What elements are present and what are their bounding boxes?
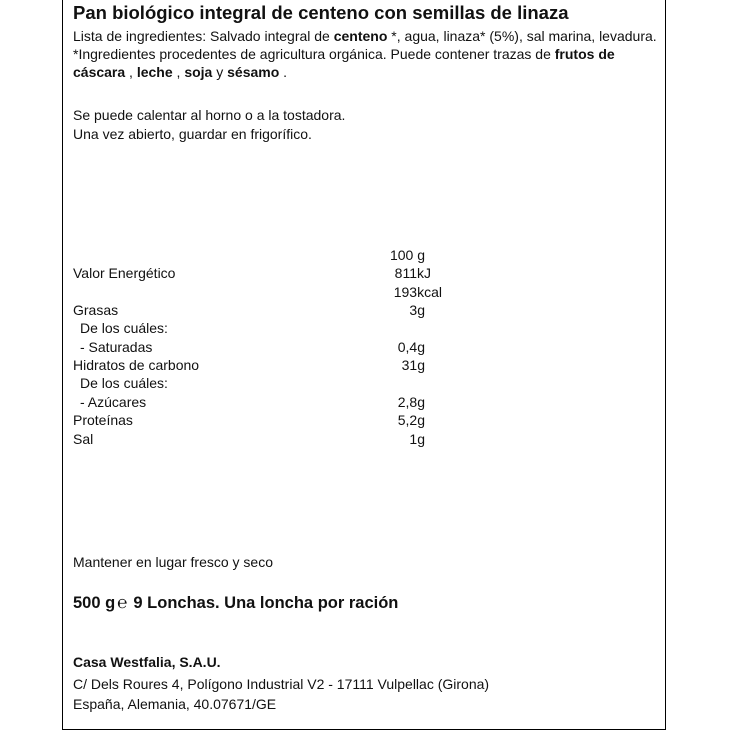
nutrition-row-label: Grasas [73, 302, 119, 318]
product-title: Pan biológico integral de centeno con semillas de linaza [73, 2, 569, 23]
nutrition-row-value: 3g [409, 302, 425, 318]
allergen-leche: leche [136, 64, 173, 80]
nutrition-row-label: - Azúcares [80, 394, 147, 410]
allergen-soja: soja [184, 64, 213, 80]
ingredients-sep2: , [172, 64, 185, 80]
instruction-storage-open: Una vez abierto, guardar en frigorífico. [73, 126, 312, 142]
ingredients-list [73, 27, 661, 81]
instruction-heat: Se puede calentar al horno o a la tostadora. [73, 107, 346, 123]
nutrition-energy-label: Valor Energético [73, 265, 176, 281]
nutrition-energy-kcal: 193kcal [393, 284, 442, 300]
net-weight: 500 g [73, 594, 116, 612]
nutrition-row-label: - Saturadas [80, 339, 153, 355]
allergen-centeno: centeno [333, 28, 388, 44]
nutrition-energy-kj: 811kJ [394, 265, 431, 281]
nutrition-row-label: De los cuáles: [80, 320, 168, 336]
storage-instruction: Mantener en lugar fresco y seco [73, 554, 273, 570]
package-line [73, 593, 398, 613]
nutrition-row-value: 31g [401, 357, 425, 373]
ingredients-end: . [279, 64, 288, 80]
nutrition-row-label: Proteínas [73, 412, 133, 428]
nutrition-row-label: Sal [73, 431, 94, 447]
ingredients-sep3: y [212, 64, 228, 80]
nutrition-row-value: 5,2g [397, 412, 425, 428]
company-registry: España, Alemania, 40.07671/GE [73, 696, 277, 712]
ingredients-intro: Lista de ingredientes: Salvado integral de [73, 28, 334, 44]
nutrition-row-label: De los cuáles: [80, 375, 168, 391]
nutrition-header: 100 g [389, 247, 425, 263]
nutrition-row-label: Hidratos de carbono [73, 357, 200, 373]
company-address: C/ Dels Roures 4, Polígono Industrial V2 - 17111 Vulpellac (Girona) [73, 676, 490, 692]
company-name: Casa Westfalia, S.A.U. [73, 654, 221, 670]
ingredients-part2: *, agua, linaza* (5%), sal marina, levadura. *Ingredientes procedentes de agricultura orgánica. Puede contener trazas de [73, 28, 657, 62]
nutrition-row-value: 0,4g [397, 339, 425, 355]
portion-info: 9 Lonchas. Una loncha por ración [133, 594, 399, 612]
nutrition-row-value: 1g [409, 431, 425, 447]
allergen-sesamo: sésamo [227, 64, 280, 80]
ingredients-sep1: , [125, 64, 137, 80]
nutrition-row-value: 2,8g [397, 394, 425, 410]
allergen-frutos: frutos de cáscara [73, 46, 615, 80]
estimated-sign-icon: ℮ [117, 593, 128, 612]
